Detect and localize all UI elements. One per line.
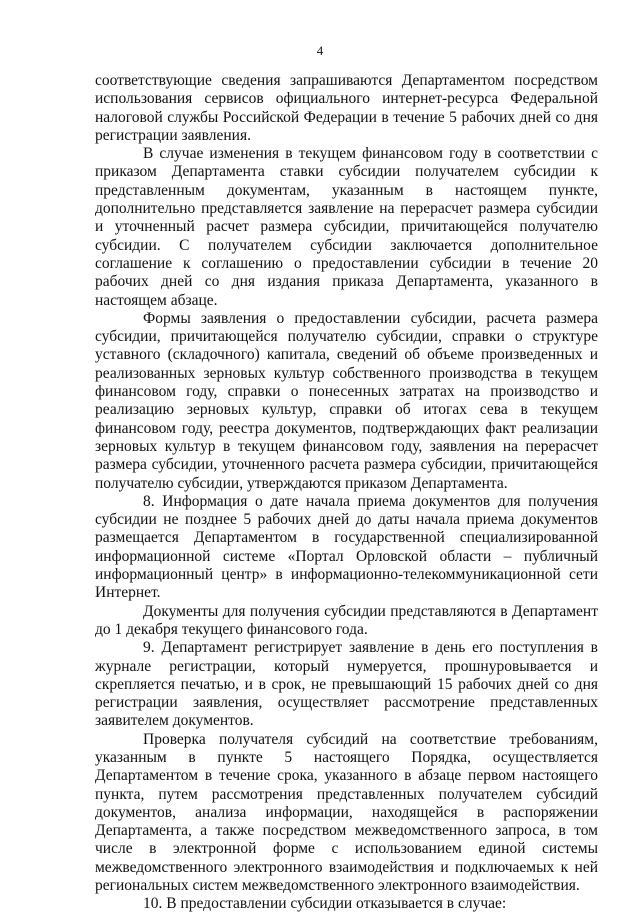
- paragraph-verification: Проверка получателя субсидий на соответствие требованиям, указанным в пункте 5 настоящего Порядка, осуществляется Департаментом в течение срока, указанного в абзаце первом настоящего пункта, путем рассмотрения представленных получателем субсидий документов, анализа информации, находящейся в распоряжении Департамента, а также посредством межведомственного запроса, в том числе в электронной форме с использованием единой системы межведомственного электронного взаимодействия и подключаемых к ней региональных систем межведомственного электронного взаимодействия.: [95, 730, 598, 895]
- paragraph-rate-change: В случае изменения в текущем финансовом году в соответствии с приказом Департамента ставки субсидии получателем субсидии к представленным документам, указанным в настоящем пункте, дополнительно представляется заявление на перерасчет размера субсидии и уточненный расчет размера субсидии, причитающейся получателю субсидии. С получателем субсидии заключается дополнительное соглашение к соглашению о предоставлении субсидии в течение 20 рабочих дней со дня издания приказа Департамента, указанного в настоящем абзаце.: [95, 145, 598, 309]
- paragraph-continuation: соответствующие сведения запрашиваются Департаментом посредством использования сервисов официального интернет-ресурса Федеральной налоговой службы Российской Федерации в течение 5 рабочих дней со дня регистрации заявления.: [95, 72, 598, 144]
- paragraph-deadline: Документы для получения субсидии представляются в Департамент до 1 декабря текущего финансового года.: [95, 602, 598, 638]
- paragraph-item-10: 10. В предоставлении субсидии отказывается в случае:: [143, 895, 507, 913]
- paragraph-item-9: 9. Департамент регистрирует заявление в день его поступления в журнале регистрации, который нумеруется, прошнуровывается и скрепляется печатью, и в срок, не превышающий 15 рабочих дней со дня регистрации заявления, осуществляет рассмотрение представленных заявителем документов.: [95, 639, 598, 730]
- paragraph-forms: Формы заявления о предоставлении субсидии, расчета размера субсидии, причитающейся получателю субсидии, справки о структуре уставного (складочного) капитала, сведений об объеме произведенных и реализованных зерновых культур собственного производства в текущем финансовом году, справки о понесенных затратах на производство и реализацию зерновых культур, справки об итогах сева в текущем финансовом году, реестра документов, подтверждающих факт реализации зерновых культур в текущем финансовом году, заявления на перерасчет размера субсидии, уточненного расчета размера субсидии, причитающейся получателю субсидии, утверждаются приказом Департамента.: [95, 309, 598, 492]
- paragraph-item-8: 8. Информация о дате начала приема документов для получения субсидии не позднее 5 рабочих дней до даты начала приема документов размещается Департаментом в государственной специализированной информационной системе «Портал Орловской области – публичный информационный центр» в информационно-телекоммуникационной сети Интернет.: [95, 492, 598, 602]
- document-body: [95, 72, 598, 914]
- page-number: 4: [316, 43, 324, 58]
